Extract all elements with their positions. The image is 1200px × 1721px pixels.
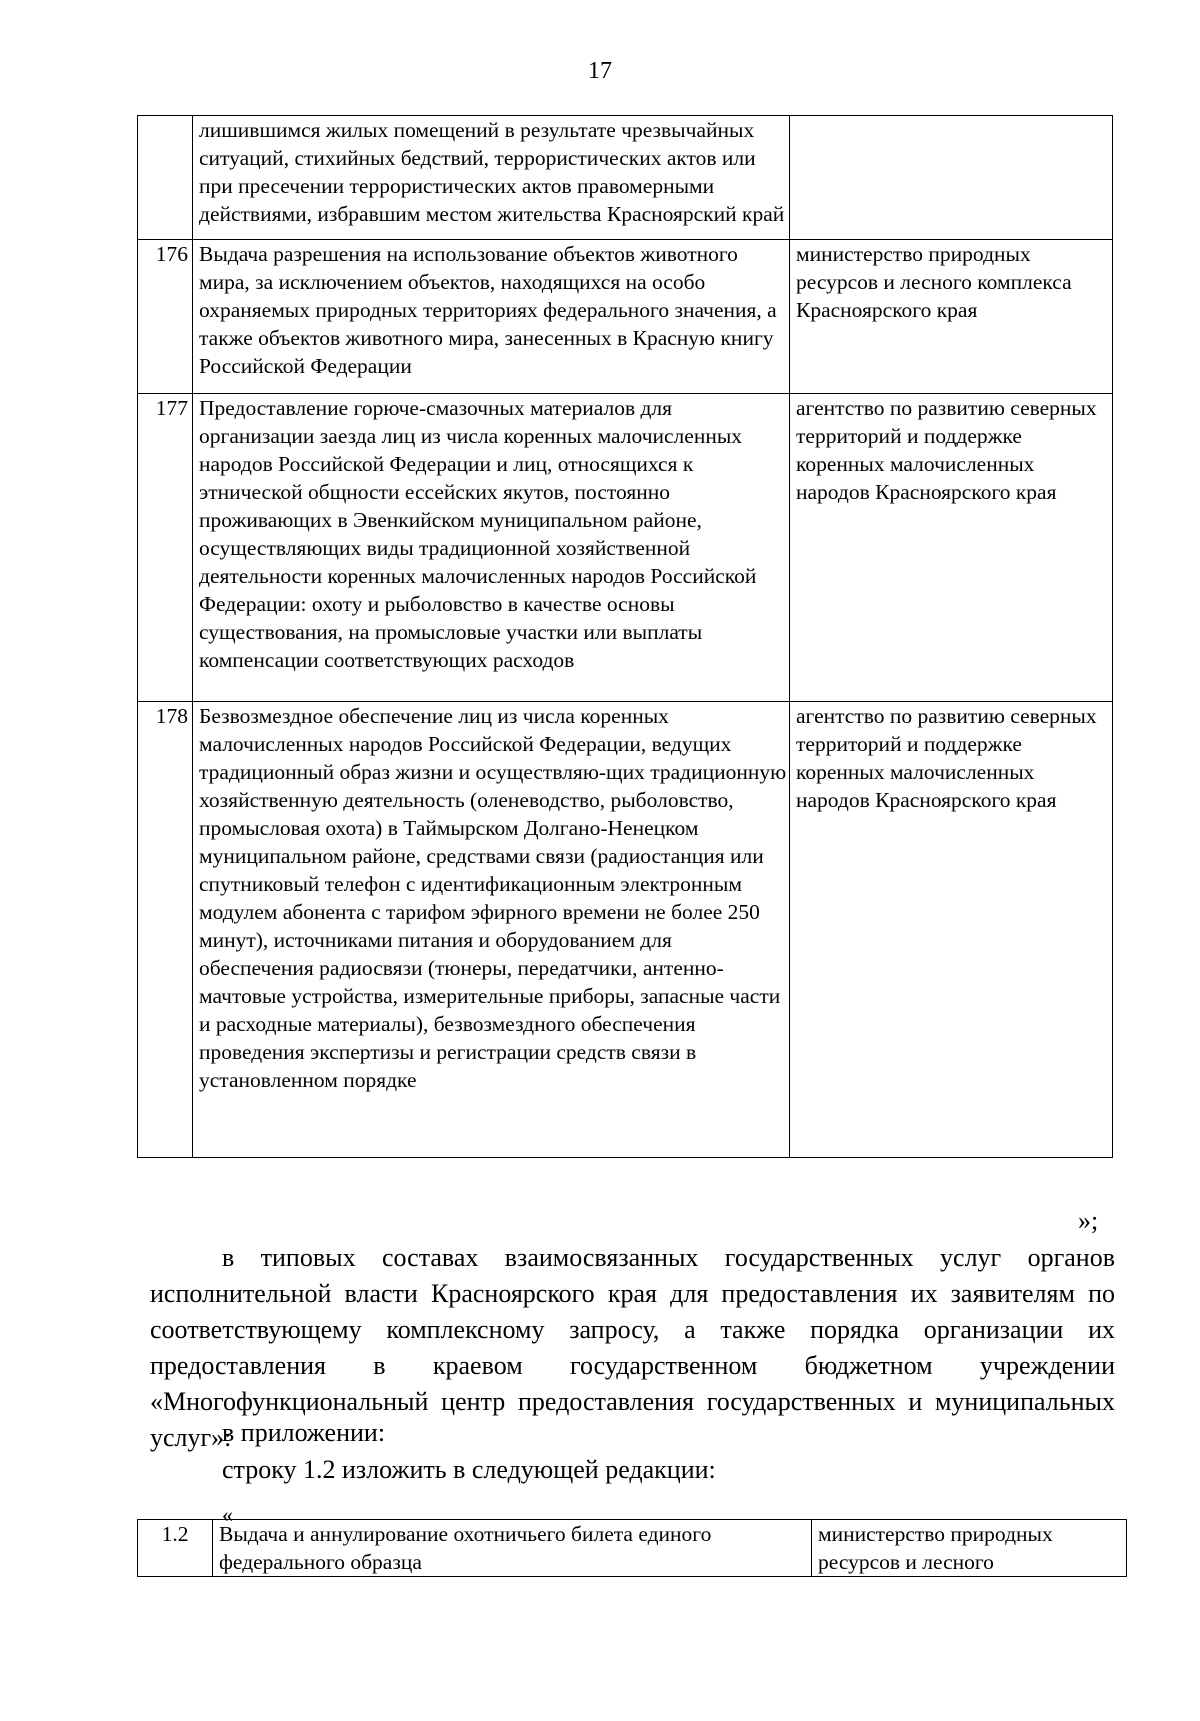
service-name: Предоставление горюче-смазочных материалов для организации заезда лиц из числа коренных малочисленных народов Российской Федерации и лиц, относящихся к этнической общности ессейских якутов, постоянно проживающих в Эвенкийском муниципальном районе, осуществляющих виды традиционной хозяйственной деятельности коренных малочисленных народов Российской Федерации: охоту и рыболовство в качестве основы существования, на промысловые участки или выплаты компенсации соответствующих расходов bbox=[193, 394, 790, 702]
table-row bbox=[138, 394, 1113, 702]
amended-row-table bbox=[137, 1519, 1127, 1577]
page-number: 17 bbox=[588, 58, 612, 84]
paragraph-text: в типовых составах взаимосвязанных государственных услуг органов исполнительной власти Красноярского края для предоставления их заявителям по соответствующему комплексному запросу, а также порядка организации их предоставления в краевом государственном бюджетном учреждении «Многофункциональный центр предоставления государственных и муниципальных услуг»: bbox=[150, 1243, 1115, 1452]
row-number: 177 bbox=[138, 394, 193, 702]
service-name: Выдача и аннулирование охотничьего билета единого федерального образца bbox=[213, 1520, 812, 1577]
responsible-agency bbox=[790, 116, 1113, 240]
table-row bbox=[138, 1520, 1127, 1577]
opening-quote: « bbox=[222, 1502, 233, 1527]
responsible-agency: агентство по развитию северных территорий и поддержке коренных малочисленных народов Красноярского края bbox=[790, 702, 1113, 1158]
services-table bbox=[137, 115, 1113, 1158]
row-number bbox=[138, 116, 193, 240]
appendix-line: в приложении: bbox=[222, 1418, 386, 1447]
closing-quote: »; bbox=[1078, 1206, 1099, 1235]
row-instruction-line: строку 1.2 изложить в следующей редакции: bbox=[222, 1455, 716, 1484]
service-name: лишившимся жилых помещений в результате чрезвычайных ситуаций, стихийных бедствий, террористических актов или при пресечении террористических актов правомерными действиями, избравшим местом жительства Красноярский край bbox=[193, 116, 790, 240]
responsible-agency: министерство природных ресурсов и лесного bbox=[812, 1520, 1127, 1577]
table-row bbox=[138, 240, 1113, 394]
service-name: Выдача разрешения на использование объектов животного мира, за исключением объектов, находящихся на особо охраняемых природных территориях федерального значения, а также объектов животного мира, занесенных в Красную книгу Российской Федерации bbox=[193, 240, 790, 394]
table-row bbox=[138, 702, 1113, 1158]
row-number: 1.2 bbox=[138, 1520, 213, 1577]
row-number: 178 bbox=[138, 702, 193, 1158]
table-row bbox=[138, 116, 1113, 240]
row-number: 176 bbox=[138, 240, 193, 394]
responsible-agency: агентство по развитию северных территорий и поддержке коренных малочисленных народов Красноярского края bbox=[790, 394, 1113, 702]
service-name: Безвозмездное обеспечение лиц из числа коренных малочисленных народов Российской Федерации, ведущих традиционный образ жизни и осуществляю-щих традиционную хозяйственную деятельность (оленеводство, рыболовство, промысловая охота) в Таймырском Долгано-Ненецком муниципальном районе, средствами связи (радиостанция или спутниковый телефон с идентификационным электронным модулем абонента с тарифом эфирного времени не более 250 минут), источниками питания и оборудованием для обеспечения радиосвязи (тюнеры, передатчики, антенно-мачтовые устройства, измерительные приборы, запасные части и расходные материалы), безвозмездного обеспечения проведения экспертизы и регистрации средств связи в установленном порядке bbox=[193, 702, 790, 1158]
responsible-agency: министерство природных ресурсов и лесного комплекса Красноярского края bbox=[790, 240, 1113, 394]
